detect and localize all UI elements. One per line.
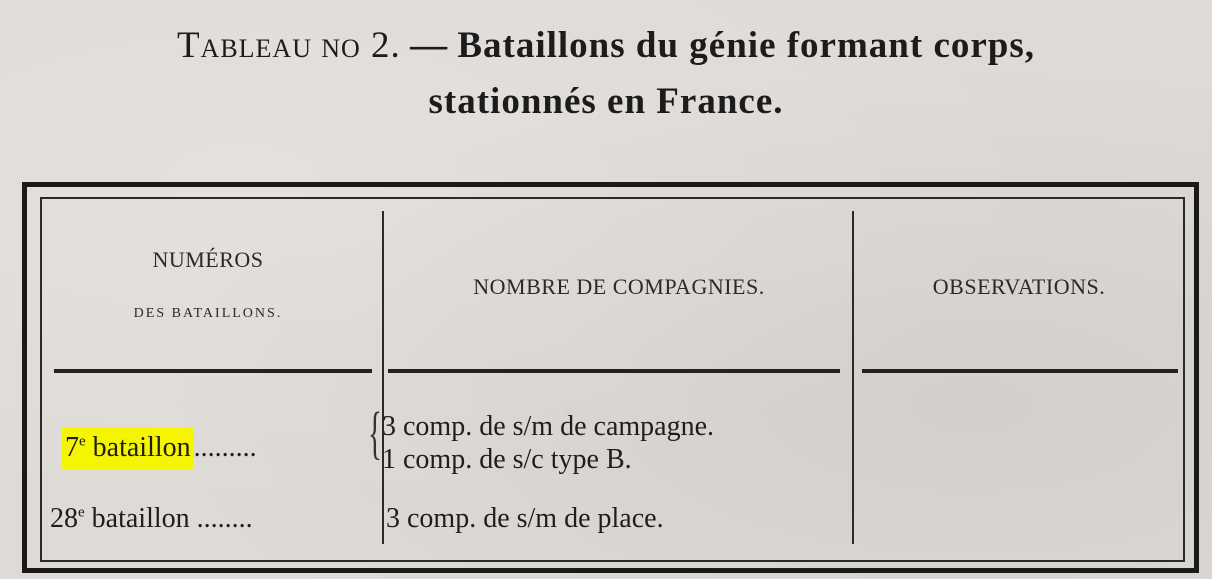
table-row-1-label [62, 434, 257, 462]
row-1-name: bataillon [92, 432, 191, 463]
table-title-dash: — [410, 25, 449, 66]
row-1-highlight [62, 428, 194, 469]
header-rule-col3 [862, 369, 1178, 373]
row-2-name: bataillon [91, 503, 190, 534]
table-title-prefix: Tableau [176, 25, 312, 66]
column-header-compagnies: NOMBRE DE COMPAGNIES. [473, 274, 765, 299]
table-title-number: no 2. [321, 25, 401, 66]
column-divider-2 [852, 211, 854, 544]
table-title-main: Bataillons du génie formant corps, [457, 25, 1036, 66]
row-1-leader: ......... [193, 432, 257, 463]
column-header-numeros-sub: DES BATAILLONS. [133, 306, 283, 321]
column-divider-1 [382, 211, 384, 544]
header-rule-col2 [388, 369, 840, 373]
table-row-2-label [50, 505, 253, 533]
row-1-suffix: e [79, 433, 86, 450]
table-frame [22, 182, 1199, 573]
row-1-company-2: 1 comp. de s/c type B. [382, 444, 632, 475]
table-subtitle [0, 83, 1212, 120]
column-header-numeros: NUMÉROS [152, 247, 264, 272]
column-header-observations: OBSERVATIONS. [932, 274, 1106, 299]
table-inner-frame [40, 197, 1185, 562]
row-1-number: 7 [65, 432, 79, 463]
row-2-number: 28 [50, 503, 78, 534]
row-1-company-1: 3 comp. de s/m de campagne. [382, 411, 715, 442]
table-title-line2: stationnés en France. [428, 81, 784, 122]
row-2-suffix: e [78, 504, 85, 521]
row-2-leader: ........ [196, 503, 253, 534]
header-rule-col1 [54, 369, 372, 373]
row-1-brace: { [368, 400, 382, 465]
table-title [0, 27, 1212, 64]
row-2-company-1: 3 comp. de s/m de place. [386, 503, 664, 534]
